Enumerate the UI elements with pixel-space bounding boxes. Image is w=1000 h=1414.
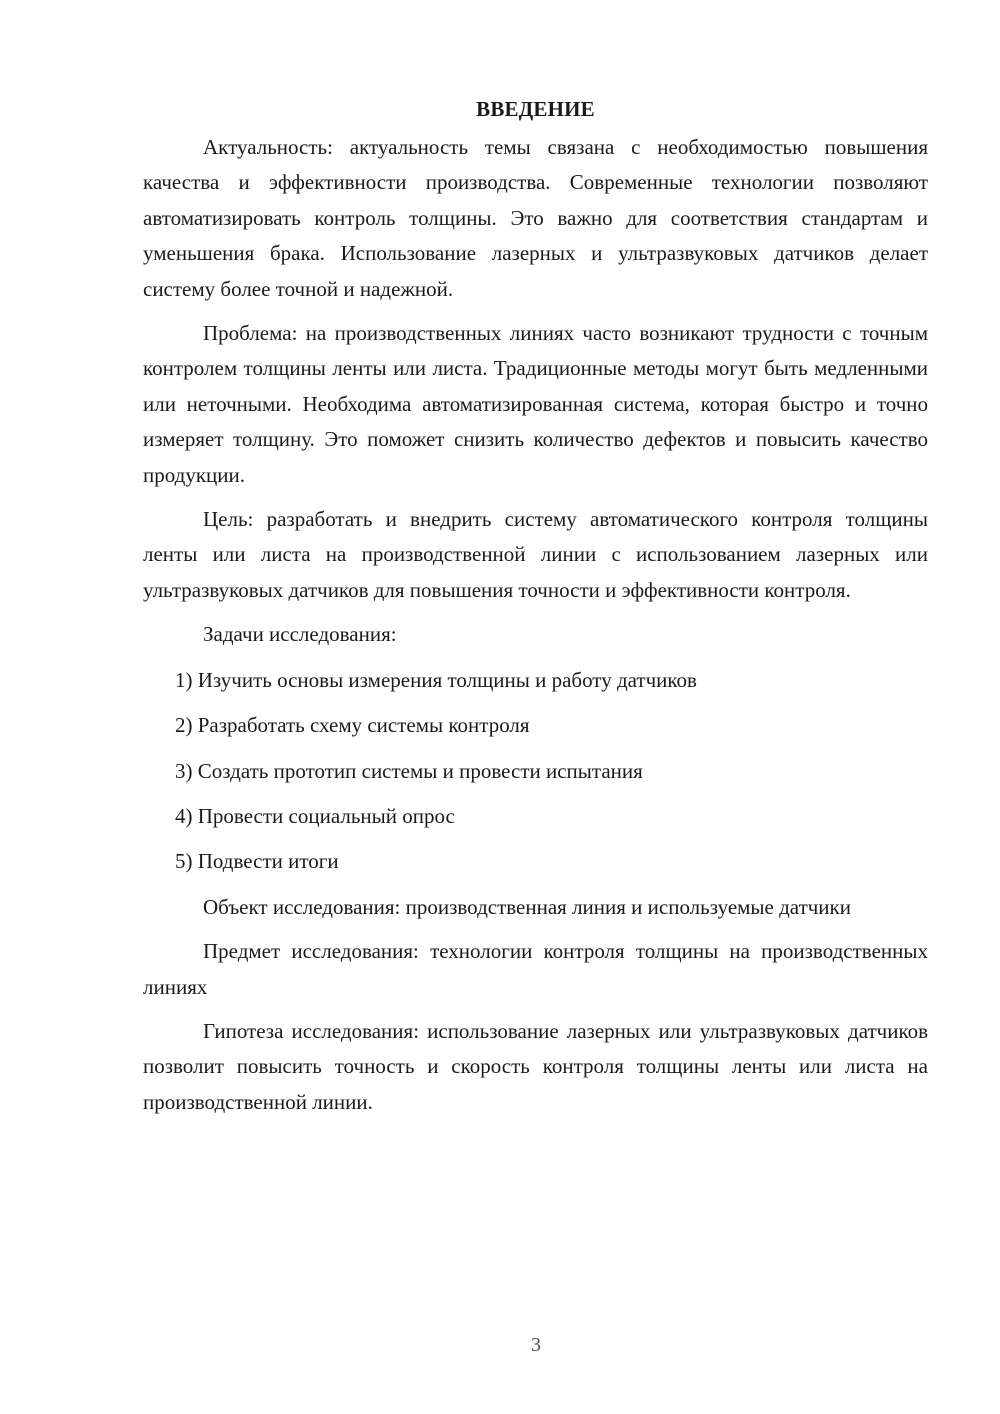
list-item: 4) Провести социальный опрос (175, 803, 455, 828)
goal-paragraph: Цель: разработать и внедрить систему автоматического контроля толщины ленты или листа на производственной линии с использованием лазерных или ультразвуковых датчиков для повышения точности и эффективности контроля. (143, 507, 928, 602)
document-page (143, 90, 928, 1120)
section-title: ВВЕДЕНИЕ (476, 97, 595, 121)
list-item: 3) Создать прототип системы и провести испытания (175, 758, 643, 783)
subject-paragraph: Предмет исследования: технологии контроля толщины на производственных линиях (143, 939, 928, 999)
list-item: 1) Изучить основы измерения толщины и работу датчиков (175, 667, 697, 692)
relevance-paragraph: Актуальность: актуальность темы связана с необходимостью повышения качества и эффективности производства. Современные технологии позволяют автоматизировать контроль толщины. Это важно для соответствия стандартам и уменьшения брака. Использование лазерных и ультразвуковых датчиков делает систему более точной и надежной. (143, 135, 928, 301)
object-paragraph: Объект исследования: производственная линия и используемые датчики (203, 894, 851, 919)
tasks-heading: Задачи исследования: (203, 622, 397, 647)
page-number: 3 (531, 1334, 541, 1356)
problem-paragraph: Проблема: на производственных линиях часто возникают трудности с точным контролем толщины ленты или листа. Традиционные методы могут быть медленными или неточными. Необходима автоматизированная система, которая быстро и точно измеряет толщину. Это поможет снизить количество дефектов и повысить качество продукции. (143, 321, 928, 487)
tasks-list (143, 663, 928, 880)
hypothesis-paragraph: Гипотеза исследования: использование лазерных или ультразвуковых датчиков позволит повысить точность и скорость контроля толщины ленты или листа на производственной линии. (143, 1018, 928, 1114)
list-item: 5) Подвести итоги (175, 849, 339, 874)
list-item: 2) Разработать схему системы контроля (175, 713, 530, 738)
